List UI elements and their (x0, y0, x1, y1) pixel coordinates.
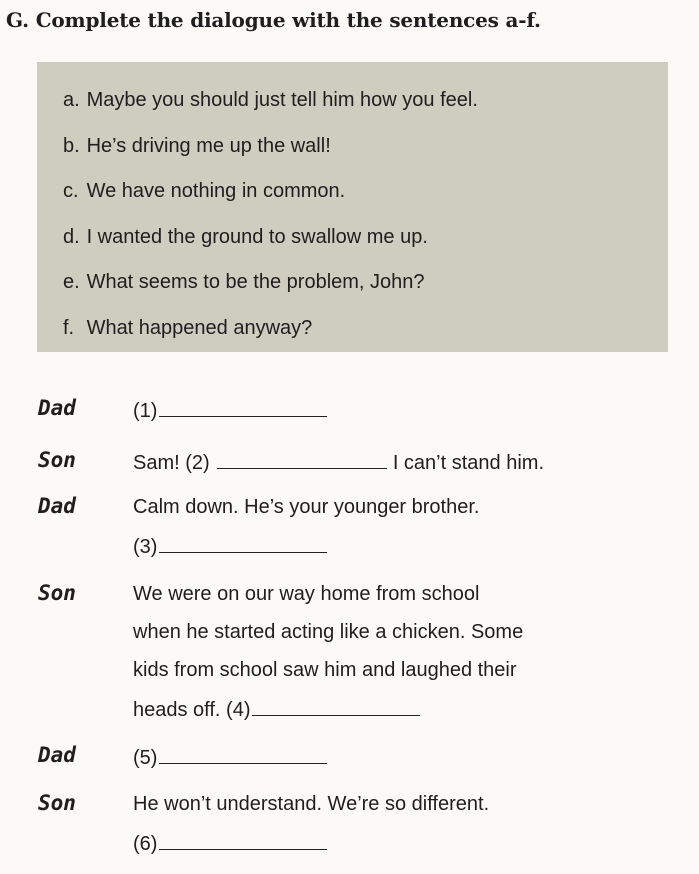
speaker-son: Son (38, 791, 76, 815)
answer-blank-3[interactable] (159, 534, 327, 553)
option-letter: c. (63, 180, 79, 202)
speaker-dad: Dad (38, 494, 76, 518)
exercise-title: G. Complete the dialogue with the sentences a-f. (6, 8, 541, 32)
speaker-dad: Dad (38, 396, 76, 420)
option-letter: b. (63, 134, 80, 157)
option-text: What happened anyway? (86, 316, 313, 339)
dialogue-line-3: Calm down. He’s your younger brother. (133, 496, 480, 518)
speaker-son: Son (38, 581, 76, 605)
option-b (63, 124, 668, 170)
dialogue-line-7: kids from school saw him and laughed their (133, 659, 517, 681)
dialogue-line-4 (133, 534, 327, 559)
dialogue-line-11 (133, 831, 327, 856)
blank-number: (3) (133, 536, 158, 558)
option-text: Maybe you should just tell him how you feel. (86, 89, 478, 111)
option-letter: e. (63, 271, 80, 293)
answer-blank-6[interactable] (159, 831, 327, 850)
blank-number: (6) (133, 833, 158, 855)
option-text: He’s driving me up the wall! (86, 134, 331, 157)
dialogue-line-10: He won’t understand. We’re so different. (133, 793, 490, 815)
answer-blank-2[interactable] (217, 450, 387, 469)
line-text: heads off. (4) (133, 699, 251, 721)
dialogue-line-8 (133, 697, 420, 722)
sentence-options-box (37, 62, 668, 352)
blank-number: (5) (133, 747, 158, 769)
answer-blank-5[interactable] (159, 745, 327, 764)
answer-blank-4[interactable] (252, 697, 420, 716)
line-text: Sam! (2) (133, 452, 210, 474)
answer-blank-1[interactable] (159, 398, 327, 417)
option-text: We have nothing in common. (86, 180, 346, 202)
blank-number: (1) (133, 400, 158, 422)
option-f (63, 306, 668, 352)
option-letter: f. (63, 316, 75, 339)
speaker-son: Son (38, 448, 76, 472)
dialogue-line-6: when he started acting like a chicken. Some (133, 621, 524, 643)
option-a (63, 78, 668, 124)
dialogue-line-2 (133, 450, 544, 475)
option-e (63, 260, 668, 306)
dialogue-line-5: We were on our way home from school (133, 583, 480, 605)
option-c (63, 169, 668, 215)
dialogue-line-9 (133, 745, 327, 770)
option-d (63, 215, 668, 261)
speaker-dad: Dad (38, 743, 76, 767)
dialogue-line-1 (133, 398, 327, 423)
option-text: What seems to be the problem, John? (86, 271, 425, 293)
option-text: I wanted the ground to swallow me up. (86, 225, 428, 248)
line-text: I can’t stand him. (392, 452, 544, 474)
option-letter: a. (63, 89, 80, 111)
option-letter: d. (63, 225, 80, 248)
